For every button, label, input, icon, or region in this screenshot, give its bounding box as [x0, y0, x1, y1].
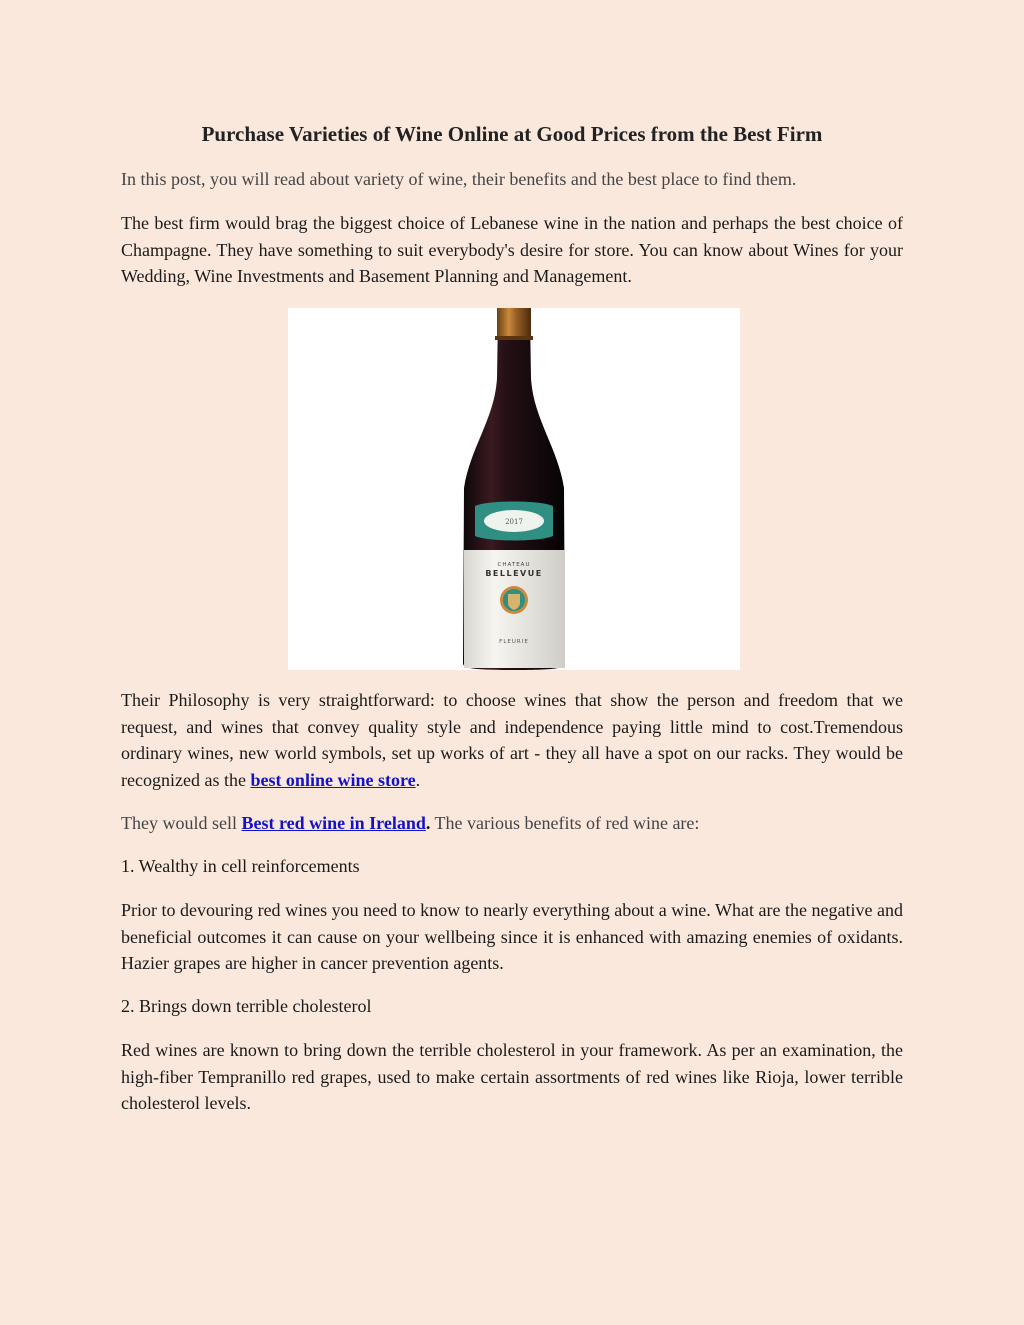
best-red-wine-ireland-link[interactable]: Best red wine in Ireland — [241, 813, 426, 833]
page-title: Purchase Varieties of Wine Online at Good Prices from the Best Firm — [201, 122, 823, 146]
paragraph-sell — [121, 810, 903, 837]
philosophy-end: . — [415, 769, 421, 790]
svg-text:FLEURIE: FLEURIE — [499, 639, 529, 645]
best-online-wine-store-link[interactable]: best online wine store — [250, 769, 416, 790]
paragraph-philosophy — [121, 687, 903, 793]
svg-text:CHATEAU: CHATEAU — [497, 562, 531, 568]
intro-paragraph: In this post, you will read about variety of wine, their benefits and the best place to find them. — [121, 169, 797, 189]
svg-text:2017: 2017 — [505, 518, 523, 526]
philosophy-text: Their Philosophy is very straightforward: to choose wines that show the person and freedom that we request, and wines that convey quality style and independence paying little mind to cost.Tremendous ordinary wines, new world symbols, set up works of art - they all have a spot on our racks. They would be recognized as the — [121, 690, 903, 790]
paragraph-selection: The best firm would brag the biggest choice of Lebanese wine in the nation and perhaps the best choice of Champagne. They have something to suit everybody's desire for store. You can know about Wines for your Wedding, Wine Investments and Basement Planning and Management. — [121, 213, 903, 286]
svg-text:BELLEVUE: BELLEVUE — [485, 569, 543, 578]
sell-dot: . — [425, 813, 431, 833]
benefit-1-heading: 1. Wealthy in cell reinforcements — [121, 856, 360, 876]
benefit-2-heading: 2. Brings down terrible cholesterol — [121, 996, 372, 1016]
sell-after: The various benefits of red wine are: — [430, 813, 700, 833]
sell-before: They would sell — [121, 813, 242, 833]
benefit-1-text: Prior to devouring red wines you need to know to nearly everything about a wine. What are the negative and beneficial outcomes it can cause on your wellbeing since it is enhanced with amazing enemies of oxidants. Hazier grapes are higher in cancer prevention agents. — [121, 900, 903, 973]
wine-bottle-image — [288, 308, 740, 670]
benefit-2-text: Red wines are known to bring down the terrible cholesterol in your framework. As per an examination, the high-fiber Tempranillo red grapes, used to make certain assortments of red wines like Rioja, lower terrible cholesterol levels. — [121, 1040, 903, 1113]
wine-bottle-icon — [288, 308, 740, 670]
